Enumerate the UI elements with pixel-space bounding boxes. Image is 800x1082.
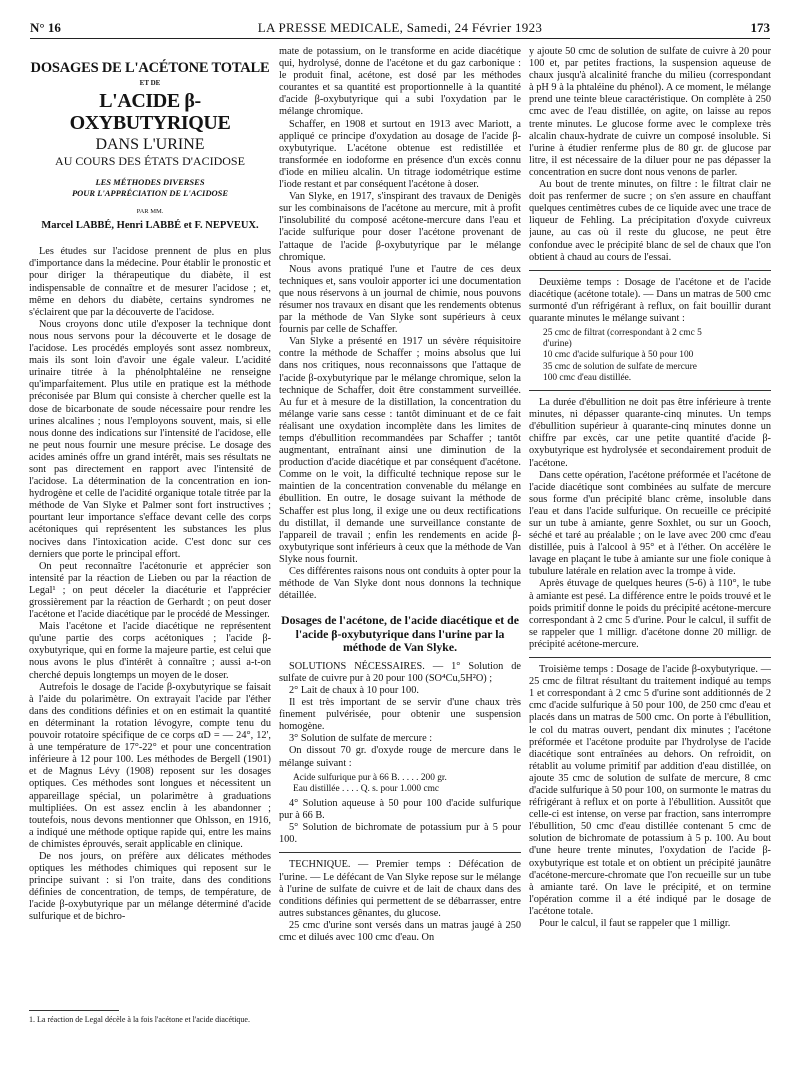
- column-1-body: [29, 246, 271, 923]
- running-title: LA PRESSE MEDICALE, Samedi, 24 Février 1923: [257, 20, 543, 35]
- column-2: [279, 46, 521, 1066]
- mix-line: d'urine): [543, 339, 572, 350]
- reflux-mix-table: [543, 328, 771, 384]
- paragraph: Mais l'acétone et l'acide diacétique ne représentent qu'une partie des corps acétoniques ; l'acide β-oxybutyrique, qui en forme la majeure partie, est celui que nous avons le plus d'intérêt à connaître ; aussi a-t-on cherché depuis longtemps un moyen de le doser.: [29, 621, 271, 681]
- mix-line: 35 cmc de solution de sulfate de mercure: [543, 361, 697, 372]
- paragraph: 25 cmc d'urine sont versés dans un matras jaugé à 250 cmc et dilués avec 100 cmc d'eau. On: [279, 919, 521, 943]
- par-mm: PAR MM.: [136, 208, 164, 216]
- paragraph: On peut reconnaître l'acétonurie et apprécier son intensité par la réaction de Lieben ou par la réaction de Legal¹ ; on peut déceler la diacéturie et l'apprécier grossièrement par la réaction de Gerhardt ; on peut doser l'acétone et l'acide diacétique par le procédé de Messinger.: [29, 560, 271, 621]
- footnote: 1. La réaction de Legal décèle à la fois l'acétone et l'acide diacétique.: [29, 1015, 250, 1024]
- section-divider: [529, 657, 771, 658]
- paragraph: Au bout de trente minutes, on filtre : le filtrat clair ne doit pas renfermer de sucre ; on s'en assure en chauffant quelques centimètres cubes de ce liquide avec une trace de liqueur de Fehling. La précipitation d'oxyde cuivreux jaune, au cas où il reste du glucose, ne peut être confondue avec le précipité blanc de sel de chaux que l'on obtient à chaud au cours de l'essai.: [529, 179, 771, 263]
- paragraph: Il est très important de se servir d'une chaux très finement pulvérisée, pour obtenir une suspension homogène.: [279, 697, 521, 733]
- paragraph: TECHNIQUE. — Premier temps : Défécation de l'urine. — Le défécant de Van Slyke repose sur le mélange à l'urine de sulfate de cuivre et de lait de chaux dans des conditions définies qui permettent de se débarrasser, entre autres substances gênantes, du glucose.: [279, 859, 521, 919]
- article-subtitle-line1: LES MÉTHODES DIVERSES: [95, 177, 205, 188]
- mix-line: 100 cmc d'eau distillée.: [543, 372, 632, 383]
- paragraph: Pour le calcul, il faut se rappeler que 1 milligr.: [539, 918, 731, 930]
- paragraph: 3° Solution de sulfate de mercure :: [289, 733, 433, 745]
- authors: Marcel LABBÉ, Henri LABBÉ et F. NEPVEUX.: [41, 220, 259, 232]
- paragraph: Nous croyons donc utile d'exposer la technique dont nous nous servons pour la découverte et le dosage de l'acidose. Les procédés employés sont assez nombreux, mais ils sont loin d'avoir une égale valeur. L'acidité urinaire titrée à la phénolphtaléine ne renseigne qu'imparfaitement. Plus utile en pratique est la méthode préconisée par Blum qui consiste à chercher quelle est la dose de bicarbonate de soude nécessaire pour rendre les urines alcalines ; nous l'employons souvent, mais, si elle nous donne des indications sur l'intensité de l'acidose, elle ne peut nous fournir une mesure précise. Le dosage des acides aminés offre un grand intérêt, mais ses résultats ne sont pas directement en rapport avec l'intensité de l'acidose. La détermination de la concentration en ion-hydrogène et celle de l'acidité organique totale titrée par la méthode de Van Slyke et Palmer sont fort instructives ; pourtant leur importance s'efface devant celle des corps acétoniques qui représentent les substances les plus nocives dans l'intoxication acide. C'est donc sur ces derniers que porte le principal effort.: [29, 318, 271, 560]
- mercury-mix-table: [293, 773, 521, 795]
- footnote-divider: [29, 1010, 119, 1011]
- paragraph: La durée d'ébullition ne doit pas être inférieure à trente minutes, ni dépasser quarante-cinq minutes. Un temps d'ébullition supérieur à quarante-cinq minutes donne un chiffre par excès, car une petite quantité d'acide β-oxybutyrique est hydrolysée et secondairement produit de l'acétone.: [529, 397, 771, 469]
- paragraph: Autrefois le dosage de l'acide β-oxybutyrique se faisait à l'aide du polarimètre. On extrayait l'acide par l'éther dans des conditions définies et on en estimait la quantité en déterminant la rotation lévogyre, compte tenu du pouvoir rotatoire spécifique de ce corps αD = — 24°, 12', à une température de 17°-22° et pour une concentration inférieure à 12 pour 100. Les méthodes de Bergell (1901) et de Magnus Lévy (1908) reposent sur les dosages optiques. Ces méthodes sont longues et nécessitent un appareillage spécial, un polarimètre à graduations multipliées. On est assez enclin à les abandonner ; toutefois, nous devons mentionner que Ohlsson, en 1916, a indiqué une méthode optique rapide qui, entre les mains de chimistes éprouvés, serait applicable en clinique.: [29, 681, 271, 850]
- mix-line: 10 cmc d'acide sulfurique à 50 pour 100: [543, 350, 694, 361]
- mix-line: Acide sulfurique pur à 66 B. . . . . 200 gr.: [293, 772, 447, 783]
- article-title-line2: L'ACIDE β-OXYBUTYRIQUE: [69, 90, 231, 135]
- paragraph: Ces différentes raisons nous ont conduits à opter pour la méthode de Van Slyke dont nous donnons la technique détaillée.: [279, 566, 521, 602]
- section-divider: [279, 852, 521, 853]
- article-subtitle-line2: POUR L'APPRÉCIATION DE L'ACIDOSE: [71, 188, 229, 199]
- column-1: [29, 46, 271, 1046]
- paragraph: 5° Solution de bichromate de potassium pur à 5 pour 100.: [279, 822, 521, 846]
- paragraph: De nos jours, on préfère aux délicates méthodes optiques les méthodes chimiques qui reposent sur le principe suivant : si l'on traite, dans des conditions définies de concentration, de temps, de température, de l'acide β-oxybutyrique par un mélange déterminé d'acide sulfurique et de bichro-: [29, 850, 271, 923]
- paragraph: Troisième temps : Dosage de l'acide β-oxybutyrique. — 25 cmc de filtrat résultant du traitement indiqué au temps 1 et correspondant à 2 cmc 5 d'urine sont additionnés de 2 cmc d'acide sulfurique à 50 pour 100, de 250 cmc d'eau et placés dans un matras de 500 cmc. On porte à l'ébullition, le col du matras ouvert, pendant dix minutes ; l'acétone préformée et l'acétone produite par l'hydrolyse de l'acide diacétique sont entraînées au dehors. On refroidit, on rétablit au volume primitif par addition d'eau distillée, on ajoute 35 cmc de solution de sulfate de mercure, 8 cmc d'acide sulfurique à 50 pour 100, on surmonte le matras du réfrigérant à reflux et on porte à l'ébullition. Aussitôt que celle-ci est intense, on verse par fraction, sans interrompre l'ébullition, 50 cmc d'eau distillée contenant 5 cmc de solution de bichromate de potassium à 5 p. 100. Au bout d'une heure trente minutes, l'oxydation de l'acide β-oxybutyrique est totale et on obtient un précipité jaunâtre d'acétone-mercure-chromate que l'on recueille sur un tube à amiante taré. On lave le précipité, et on termine l'opération comme il a été indiqué par le dosage de l'acétone totale.: [529, 664, 771, 917]
- paragraph: Après étuvage de quelques heures (5-6) à 110°, le tube à amiante est pesé. La différence entre le poids trouvé et le poids primitif donne le poids du précipité acétone-mercure correspondant à 2 cmc 5 d'urine. Pour le calcul, il suffit de se rappeler que 1 milligr. d'acétone donne 20 milligr. de précipité acétone-mercure.: [529, 578, 771, 650]
- issue-number: N° 16: [30, 20, 61, 35]
- article-title-line4: AU COURS DES ÉTATS D'ACIDOSE: [55, 154, 245, 169]
- article-title-line3: DANS L'URINE: [95, 136, 205, 154]
- section-divider: [529, 390, 771, 391]
- paragraph: 2° Lait de chaux à 10 pour 100.: [289, 685, 419, 696]
- paragraph: Van Slyke a présenté en 1917 un sévère réquisitoire contre la méthode de Schaffer ; moins absolus que lui dans nos critiques, nous reconnaissons que l'attaque de l'acide β-oxybutyrique par le mélange chromique, selon la technique de Schaffer, doit être constamment surveillée. Au fur et à mesure de la distillation, la concentration du mélange varie sans cesse : tantôt diminuant et de ce fait réalisant une oxydation incomplète dans les limites de temps d'ébullition recommandées par Schaffer ; tantôt augmentant, entraînant ainsi une diminution de la production d'acide diacétique et par conséquent d'acétone. Comme on le voit, la difficulté technique repose sur le maintien de la concentration convenable du mélange en ébullition. En outre, le dosage suivant la méthode de Schaffer est plus long, il exige une ou deux rectifications du distillat, il demande une surveillance constante de l'appareil de travail ; enfin les rendements en acide β-oxybutyrique sont inférieurs à ceux que la méthode de Van Slyke nous fournit.: [279, 336, 521, 565]
- paragraph: On dissout 70 gr. d'oxyde rouge de mercure dans le mélange suivant :: [279, 745, 521, 769]
- paragraph: Deuxième temps : Dosage de l'acétone et de l'acide diacétique (acétone totale). — Dans un matras de 500 cmc surmonté d'un réfrigérant à reflux, on fait bouillir durant quarante minutes le mélange suivant :: [529, 276, 771, 324]
- paragraph: y ajoute 50 cmc de solution de sulfate de cuivre à 20 pour 100 et, par petites fractions, la suspension aqueuse de chaux jusqu'à alcalinité franche du milieu (correspondant à pH 9 à la phtaléine du phénol). A ce moment, le mélange prend une teinte bleue caractéristique. On complète à 250 cmc avec de l'eau distillée, on agite, on laisse au repos trente minutes. Le glucose forme avec le complexe très alcalin chaux-hydrate de cuivre un composé insoluble. Si l'urine à étudier renferme plus de 80 gr. de glucose par litre, il est nécessaire de la diluer pour ne pas dépasser la concentration en sucre dont nous venons de parler.: [529, 46, 771, 178]
- paragraph: mate de potassium, on le transforme en acide diacétique qui, hydrolysé, donne de l'acétone et du gaz carbonique : le produit final, acétone, est dosé par les méthodes courantes et sa quantité est proportionnelle à la quantité d'acide β-oxybutyrique qui a subi l'oxydation par le mélange chromique.: [279, 46, 521, 118]
- paragraph: Dans cette opération, l'acétone préformée et l'acétone de l'acide diacétique sont combinées au sulfate de mercure sous forme d'un précipité blanc crème, insoluble dans l'eau et dans l'acide sulfurique. On recueille ce précipité sur un tube à amiante, genre Soxhlet, ou sur un Gooch, séché et taré au préalable ; on le lave avec 200 cmc d'eau distillée, puis à l'alcool à 95° et à l'éther. On accélère le lavage en plaçant le tube à amiante sur une fiole conique à tubulure latérale en relation avec la trompe à vide.: [529, 469, 771, 578]
- page-number: 173: [750, 20, 770, 35]
- paragraph: 4° Solution aqueuse à 50 pour 100 d'acide sulfurique pur à 66 B.: [279, 798, 521, 822]
- paragraph: Nous avons pratiqué l'une et l'autre de ces deux techniques et, sans vouloir apporter ici une documentation que nous réservons à un journal de chimie, nous pouvons résumer nos travaux en disant que les rendements obtenus par la méthode de Van Slyke sont supérieurs à ceux fournis par celle de Schaffer.: [279, 263, 521, 336]
- article-title-line1: DOSAGES DE L'ACÉTONE TOTALE: [30, 60, 270, 76]
- page-header: [30, 18, 770, 39]
- paragraph: SOLUTIONS NÉCESSAIRES. — 1° Solution de sulfate de cuivre pur à 20 pour 100 (SO⁴Cu,5H²O) ;: [279, 660, 521, 684]
- paragraph: Les études sur l'acidose prennent de plus en plus d'importance dans la médecine. Pour établir le pronostic et pour diriger la thérapeutique du diabète, il est indispensable de connaître et de mesurer l'acidose ; et, même en dehors du diabète, certains syndromes ne s'éclairent que par la découverte de l'acidose.: [29, 246, 271, 318]
- paragraph: Van Slyke, en 1917, s'inspirant des travaux de Denigès sur les combinaisons de l'acétone au mercure, mit à profit l'insolubilité du composé acétone-mercure dans l'eau et l'acide sulfurique pour doser l'acétone provenant de l'attaque de l'acide β-oxybutyrique par le mélange chromique.: [279, 191, 521, 263]
- article-title-et: ET DE: [139, 79, 161, 87]
- section-heading: Dosages de l'acétone, de l'acide diacétique et de l'acide β-oxybutyrique dans l'urine par la méthode de Van Slyke.: [281, 613, 519, 655]
- column-3: [529, 46, 771, 1066]
- section-divider: [529, 270, 771, 271]
- paragraph: Schaffer, en 1908 et surtout en 1913 avec Mariott, a appliqué ce principe d'oxydation au dosage de l'acide β-oxybutyrique. L'acétone obtenue est redistillée et transformée en iodoforme en présence d'un excès connu d'iode en milieu alcalin. Un titrage iodométrique estime l'iode restant et par conséquent l'acétone à doser.: [279, 118, 521, 191]
- mix-line: 25 cmc de filtrat (correspondant à 2 cmc 5: [543, 328, 702, 339]
- mix-line: Eau distillée . . . . Q. s. pour 1.000 cmc: [293, 783, 440, 794]
